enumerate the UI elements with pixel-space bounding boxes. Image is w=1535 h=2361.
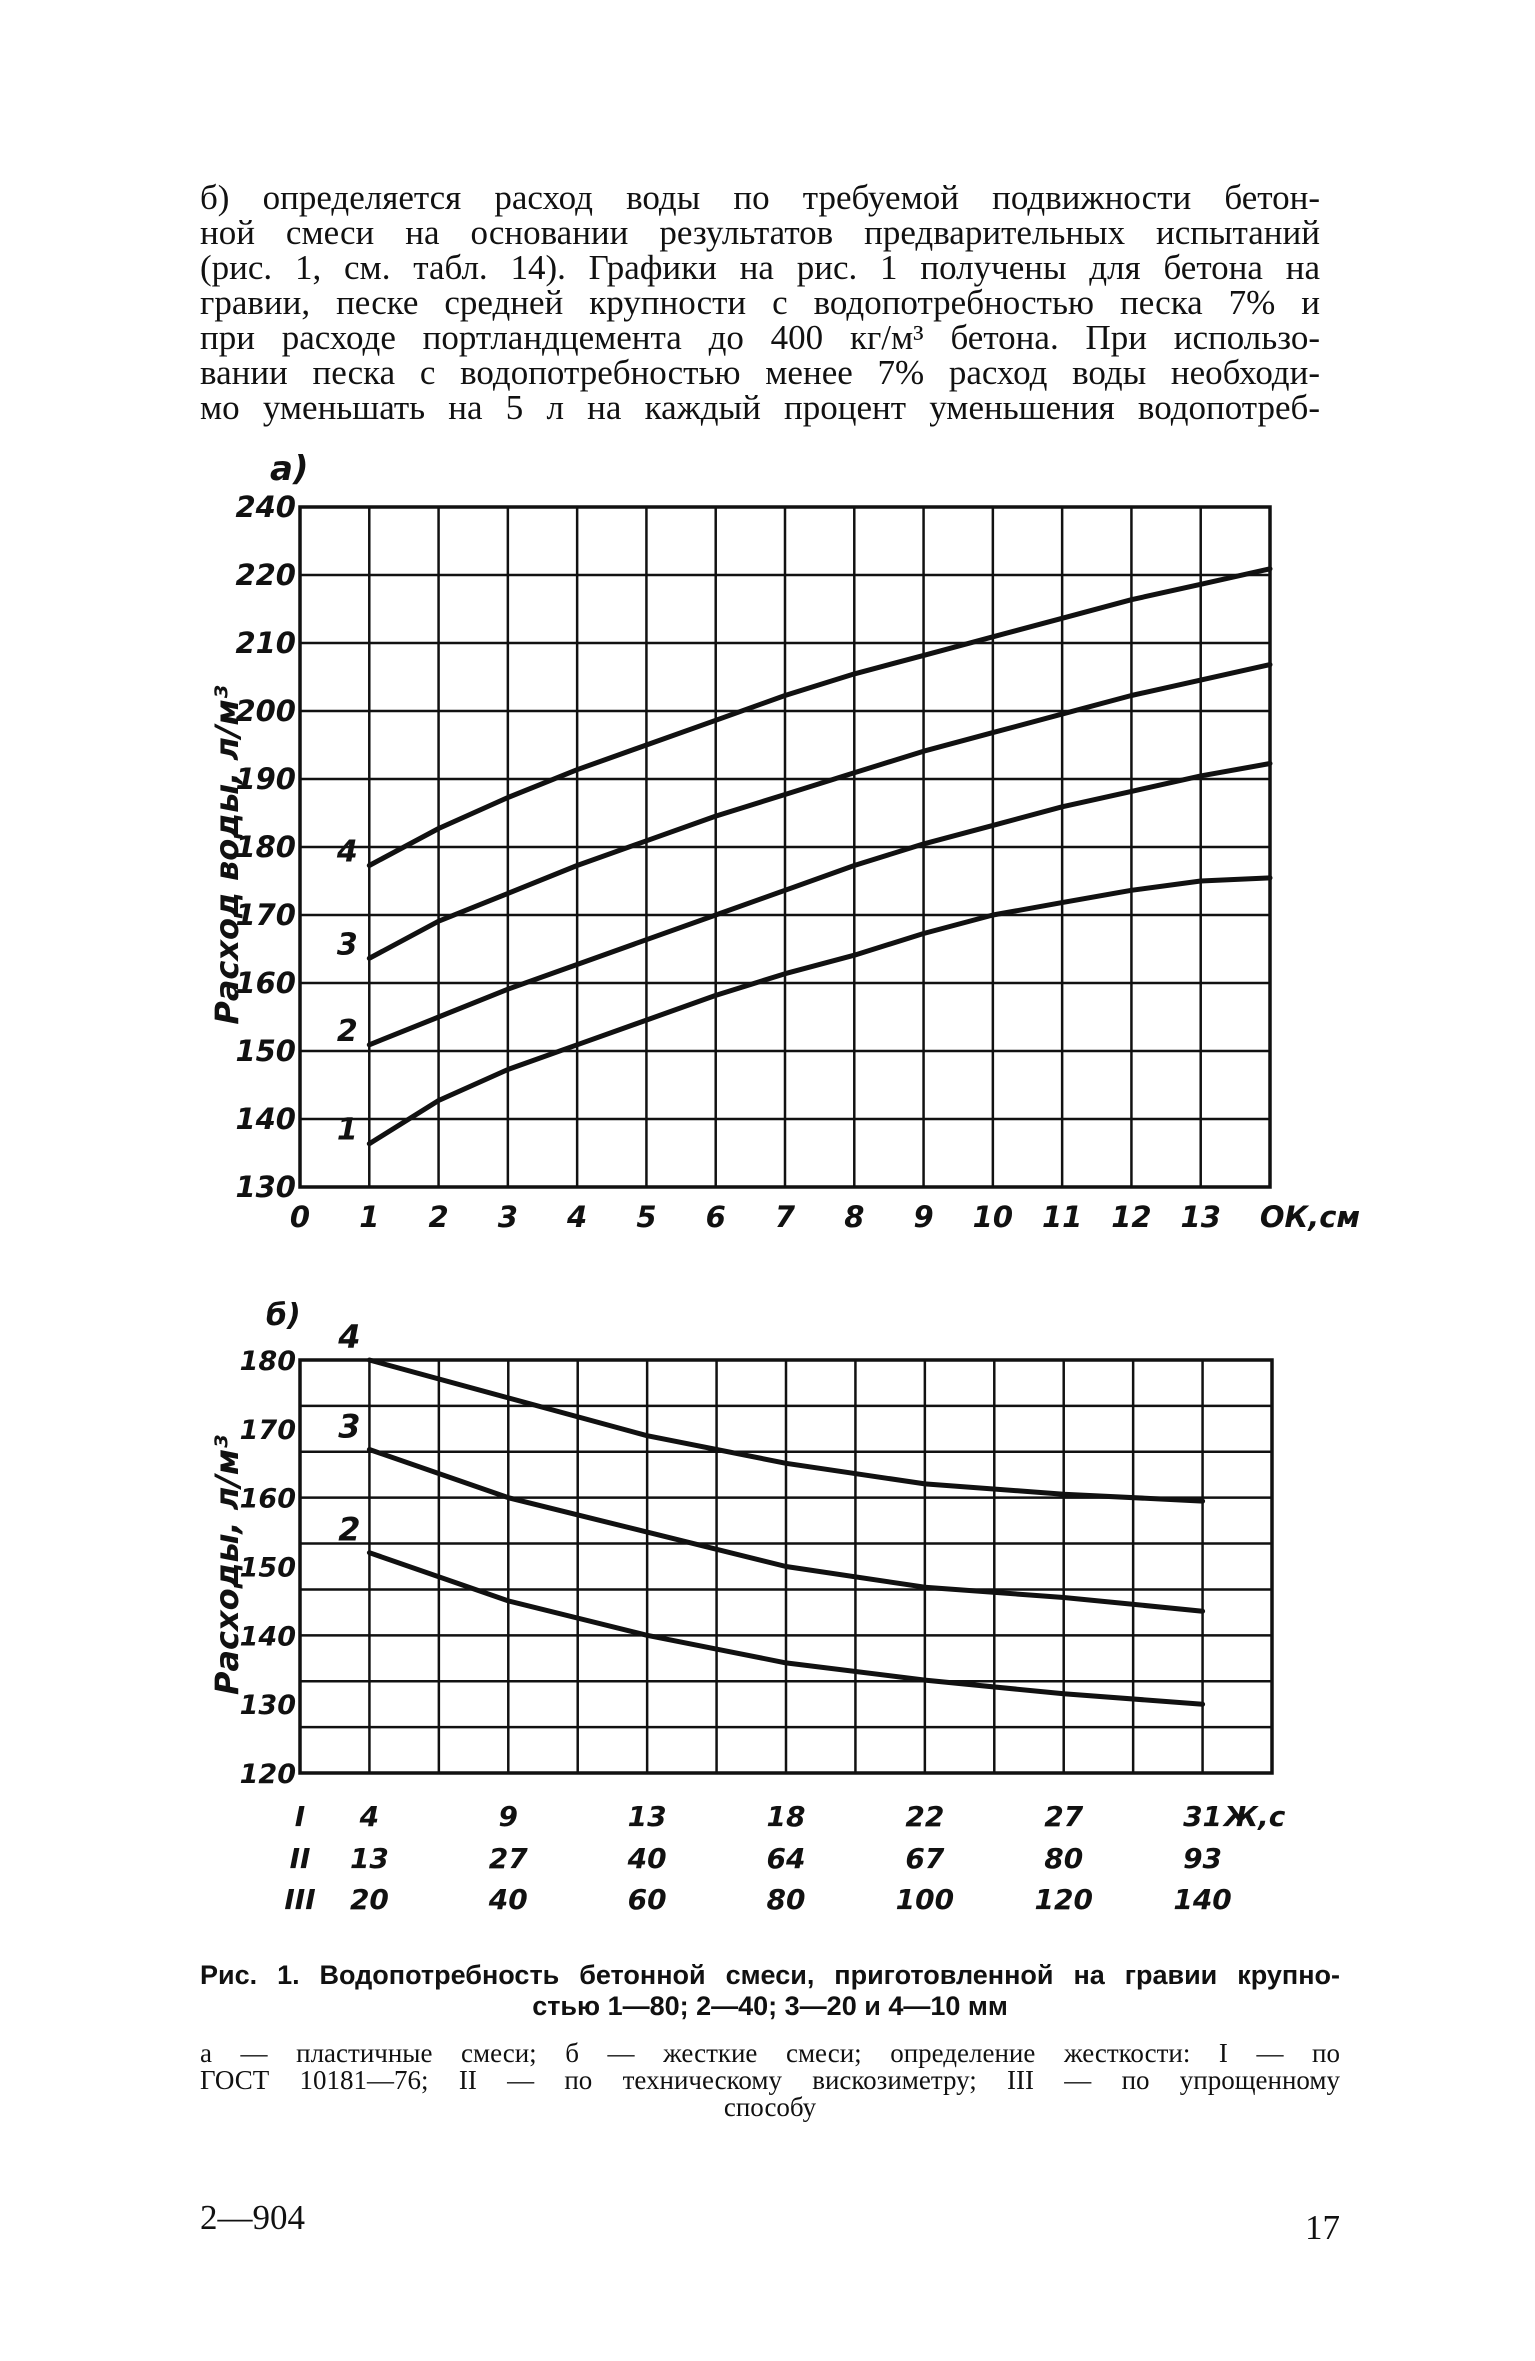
chart-a-x-tick-label: 4 — [567, 1200, 588, 1234]
chart-b-y-tick-label: 170 — [239, 1414, 296, 1446]
chart-a-x-tick-label: 2 — [428, 1200, 449, 1234]
chart-b-scale-value: 80 — [766, 1883, 806, 1916]
caption-notes-line-2: ГОСТ 10181—76; II — по техническому вискозиметру; III — по упрощенному — [200, 2065, 1340, 2095]
chart-b-y-axis-label: Расходы, л/м³ — [208, 1434, 246, 1696]
intro-line: вании песка с водопотребностью менее 7% расход воды необходи- — [200, 353, 1320, 392]
chart-a-x-tick-label: 9 — [913, 1200, 934, 1234]
intro-line: б) определяется расход воды по требуемой подвижности бетон- — [200, 178, 1320, 217]
page-number: 17 — [1305, 2208, 1340, 2247]
chart-a-y-tick-label: 130 — [235, 1170, 296, 1204]
intro-line: ной смеси на основании результатов предварительных испытаний — [200, 213, 1320, 252]
chart-a-y-tick-label: 180 — [235, 830, 296, 864]
chart-a-series-label-2: 2 — [336, 1013, 358, 1049]
chart-b-scale-value: 31 — [1183, 1800, 1223, 1833]
chart-b-scale-name-I: I — [294, 1800, 306, 1833]
chart-b-scale-value: 22 — [905, 1800, 945, 1833]
chart-b-scale-name-II: II — [289, 1842, 311, 1875]
chart-a-y-tick-label: 160 — [235, 966, 296, 1000]
chart-a-series-label-4: 4 — [336, 834, 358, 870]
chart-a-y-tick-label: 220 — [235, 558, 296, 592]
figure-caption-notes — [200, 2040, 1340, 2121]
chart-b-scale-value: 40 — [627, 1842, 667, 1875]
chart-b-scale-value: 40 — [488, 1883, 528, 1916]
chart-a-panel-label: а) — [270, 449, 309, 489]
chart-a-x-tick-label: 13 — [1180, 1200, 1221, 1234]
chart-b-scale-value: 13 — [349, 1842, 389, 1875]
chart-b-y-tick-label: 120 — [239, 1759, 296, 1790]
chart-b-scale-value: 93 — [1183, 1842, 1223, 1875]
chart-b-y-tick-label: 160 — [239, 1483, 296, 1515]
chart-a-y-tick-label: 200 — [235, 694, 296, 728]
chart-a-x-tick-label: 0 — [289, 1200, 311, 1234]
chart-a-series-label-1: 1 — [336, 1112, 358, 1148]
chart-a-y-tick-label: 210 — [235, 626, 296, 660]
chart-a-x-tick-label: 6 — [705, 1200, 726, 1234]
chart-b-scale-name-III: III — [284, 1883, 316, 1916]
chart-b-y-tick-label: 180 — [239, 1346, 296, 1377]
chart-a-y-tick-label: 150 — [235, 1034, 296, 1068]
chart-b-scale-value: 18 — [766, 1800, 806, 1833]
chart-a-x-tick-label: 8 — [844, 1200, 865, 1234]
chart-a-y-tick-label: 170 — [235, 898, 296, 932]
intro-line: мо уменьшать на 5 л на каждый процент уменьшения водопотреб- — [200, 388, 1320, 427]
chart-b-series-label-4: 4 — [338, 1318, 361, 1356]
caption-title-line-2: стью 1—80; 2—40; 3—20 и 4—10 мм — [532, 1991, 1008, 2021]
chart-b-series-label-3: 3 — [338, 1407, 361, 1446]
chart-a-x-tick-label: 7 — [774, 1200, 796, 1234]
chart-b-y-tick-label: 130 — [239, 1690, 296, 1722]
chart-a-y-tick-label: 140 — [235, 1102, 296, 1136]
chart-a-x-tick-label: 11 — [1041, 1200, 1083, 1234]
intro-line: гравии, песке средней крупности с водопотребностью песка 7% и — [200, 283, 1320, 322]
chart-b-scale-value: 120 — [1034, 1883, 1093, 1916]
chart-b-scale-value: 67 — [905, 1842, 945, 1875]
chart-b-scale-value: 60 — [627, 1883, 667, 1916]
chart-b-panel-label: б) — [266, 1298, 301, 1333]
chart-a-y-tick-label: 240 — [235, 490, 296, 524]
chart-b-y-tick-label: 140 — [239, 1621, 296, 1653]
chart-a-series-label-3: 3 — [336, 927, 358, 963]
chart-b-scale-value: 9 — [498, 1800, 519, 1833]
chart-b-scale-value: 64 — [766, 1842, 806, 1875]
figure-caption-title — [200, 1960, 1340, 2022]
chart-a-x-tick-label: 1 — [359, 1200, 380, 1234]
sheet-mark: 2—904 — [200, 2198, 305, 2237]
chart-b-scale-value: 4 — [359, 1800, 380, 1833]
chart-b-x-axis-label: Ж,с — [1223, 1800, 1286, 1833]
chart-a-y-axis-label: Расход воды, л/м³ — [208, 685, 246, 1025]
chart-b-scale-value: 80 — [1044, 1842, 1084, 1875]
chart-b-scale-value: 13 — [627, 1800, 667, 1833]
intro-line: (рис. 1, см. табл. 14). Графики на рис. 1 получены для бетона на — [200, 248, 1320, 287]
chart-a-y-tick-label: 190 — [235, 762, 296, 796]
chart-b-scale-value: 27 — [1044, 1800, 1084, 1833]
caption-title-line-1: Рис. 1. Водопотребность бетонной смеси, приготовленной на гравии крупно- — [200, 1960, 1340, 1990]
chart-a-x-tick-label: 3 — [497, 1200, 518, 1234]
intro-line: при расходе портландцемента до 400 кг/м³ бетона. При использо- — [200, 318, 1320, 357]
chart-b-scale-value: 27 — [488, 1842, 528, 1875]
caption-notes-line-3: способу — [723, 2092, 817, 2122]
caption-notes-line-1: а — пластичные смеси; б — жесткие смеси; определение жесткости: I — по — [200, 2038, 1340, 2068]
chart-b-series-label-2: 2 — [338, 1510, 361, 1549]
chart-b-ticks — [240, 1318, 1286, 1916]
chart-a-x-tick-label: 12 — [1111, 1200, 1152, 1234]
chart-a-x-tick-label: 10 — [972, 1200, 1014, 1234]
chart-a-x-tick-label: 5 — [636, 1200, 657, 1234]
chart-b-scale-value: 140 — [1173, 1883, 1232, 1916]
chart-a-x-axis-label: ОК,см — [1259, 1200, 1361, 1234]
chart-b-y-tick-label: 150 — [239, 1552, 296, 1584]
chart-b-scale-value: 20 — [349, 1883, 389, 1916]
chart-b-scale-value: 100 — [895, 1883, 955, 1916]
